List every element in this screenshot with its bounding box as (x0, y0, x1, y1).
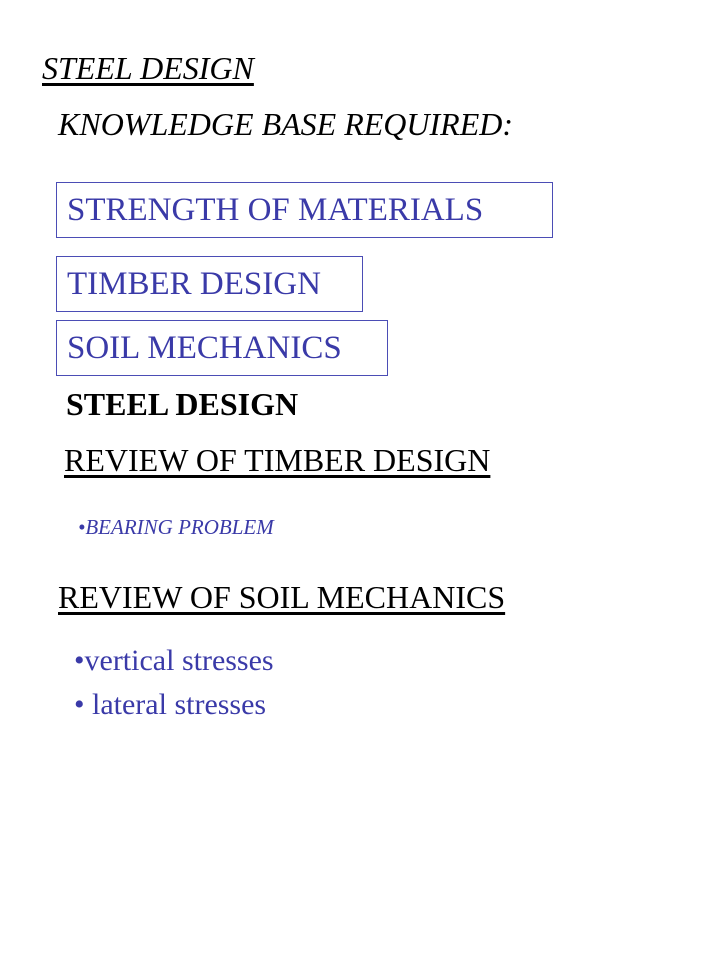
box-strength-of-materials (56, 182, 553, 238)
box-label: SOIL MECHANICS (67, 329, 342, 366)
box-soil-mechanics (56, 320, 388, 376)
steel-design-heading: STEEL DESIGN (66, 386, 299, 422)
bullet-vertical-stresses: •vertical stresses (74, 644, 274, 677)
bullet-bearing-problem: •BEARING PROBLEM (78, 515, 274, 539)
box-label: STRENGTH OF MATERIALS (67, 191, 484, 228)
box-timber-design (56, 256, 363, 312)
bullet-lateral-stresses: • lateral stresses (74, 688, 267, 721)
page-title: STEEL DESIGN (42, 50, 254, 86)
review-soil-heading: REVIEW OF SOIL MECHANICS (58, 579, 506, 615)
subtitle: KNOWLEDGE BASE REQUIRED: (58, 106, 514, 142)
review-timber-heading: REVIEW OF TIMBER DESIGN (64, 442, 491, 478)
box-label: TIMBER DESIGN (67, 265, 321, 302)
